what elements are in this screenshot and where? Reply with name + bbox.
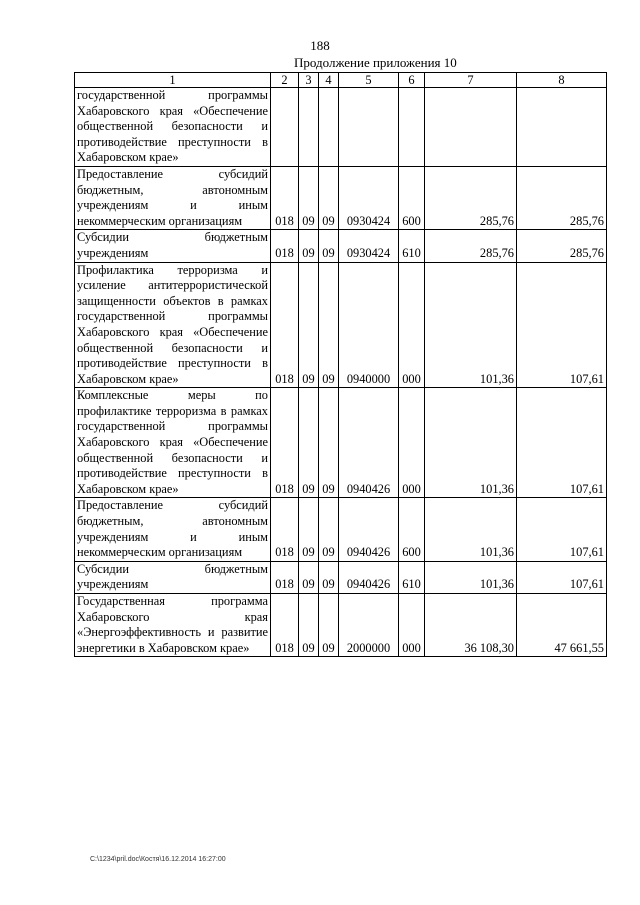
continuation-title: Продолжение приложения 10	[294, 55, 457, 70]
cell-target-code: 0940426	[339, 388, 399, 498]
cell-ministry: 018	[271, 166, 299, 229]
column-header: 6	[399, 73, 425, 88]
cell-subsection: 09	[319, 388, 339, 498]
cell-target-code: 0940426	[339, 498, 399, 561]
cell-section: 09	[299, 498, 319, 561]
cell-amount-1	[425, 88, 517, 167]
cell-amount-1: 101,36	[425, 262, 517, 388]
cell-target-code: 2000000	[339, 594, 399, 657]
cell-amount-1: 101,36	[425, 561, 517, 593]
cell-section: 09	[299, 388, 319, 498]
column-header: 5	[339, 73, 399, 88]
header-row	[75, 73, 607, 88]
cell-subsection: 09	[319, 594, 339, 657]
cell-section: 09	[299, 594, 319, 657]
document-footer-path: C:\1234\pril.doc\Костя\16.12.2014 16:27:00	[90, 856, 226, 863]
cell-amount-2: 107,61	[517, 498, 607, 561]
cell-target-code	[339, 88, 399, 167]
row-name: Субсидии бюджетным учреждениям	[75, 230, 271, 262]
cell-ministry: 018	[271, 498, 299, 561]
table-row	[75, 388, 607, 498]
table-row	[75, 88, 607, 167]
table-row	[75, 561, 607, 593]
cell-subsection: 09	[319, 498, 339, 561]
cell-subsection: 09	[319, 561, 339, 593]
cell-ministry: 018	[271, 230, 299, 262]
row-name: Предоставление субсидий бюджетным, автономным учреждениям и иным некоммерческим организациям	[75, 498, 271, 561]
cell-ministry: 018	[271, 388, 299, 498]
cell-section: 09	[299, 561, 319, 593]
cell-ministry: 018	[271, 561, 299, 593]
cell-subsection: 09	[319, 230, 339, 262]
page-number: 188	[310, 38, 330, 53]
cell-amount-1: 101,36	[425, 388, 517, 498]
cell-amount-2: 107,61	[517, 561, 607, 593]
row-name: Предоставление субсидий бюджетным, автономным учреждениям и иным некоммерческим организациям	[75, 166, 271, 229]
cell-ministry	[271, 88, 299, 167]
table-row	[75, 498, 607, 561]
cell-section: 09	[299, 166, 319, 229]
cell-target-code: 0940426	[339, 561, 399, 593]
cell-target-code: 0930424	[339, 230, 399, 262]
row-name: Государственная программа Хабаровского края «Энергоэффективность и развитие энергетики в Хабаровском крае»	[75, 594, 271, 657]
row-name: Комплексные меры по профилактике терроризма в рамках государственной программы Хабаровского края «Обеспечение общественной безопасности и противодействие преступности в Хабаровском крае»	[75, 388, 271, 498]
cell-ministry: 018	[271, 262, 299, 388]
table-row	[75, 262, 607, 388]
cell-amount-1: 36 108,30	[425, 594, 517, 657]
cell-expense-type: 000	[399, 262, 425, 388]
table-row	[75, 594, 607, 657]
cell-amount-2: 107,61	[517, 262, 607, 388]
cell-expense-type: 600	[399, 166, 425, 229]
cell-subsection	[319, 88, 339, 167]
cell-amount-2: 107,61	[517, 388, 607, 498]
cell-target-code: 0940000	[339, 262, 399, 388]
cell-expense-type: 610	[399, 561, 425, 593]
budget-table	[74, 72, 607, 657]
cell-section: 09	[299, 230, 319, 262]
cell-expense-type: 600	[399, 498, 425, 561]
cell-expense-type	[399, 88, 425, 167]
column-header: 3	[299, 73, 319, 88]
cell-amount-1: 285,76	[425, 166, 517, 229]
cell-target-code: 0930424	[339, 166, 399, 229]
cell-amount-1: 285,76	[425, 230, 517, 262]
cell-ministry: 018	[271, 594, 299, 657]
cell-amount-2: 285,76	[517, 166, 607, 229]
cell-expense-type: 610	[399, 230, 425, 262]
column-header: 7	[425, 73, 517, 88]
cell-expense-type: 000	[399, 388, 425, 498]
table-row	[75, 230, 607, 262]
column-header: 1	[75, 73, 271, 88]
table-row	[75, 166, 607, 229]
column-header: 4	[319, 73, 339, 88]
cell-amount-1: 101,36	[425, 498, 517, 561]
cell-subsection: 09	[319, 166, 339, 229]
cell-section: 09	[299, 262, 319, 388]
row-name: Профилактика терроризма и усиление антитеррористической защищенности объектов в рамках государственной программы Хабаровского края «Обеспечение общественной безопасности и противодействие преступности в Хабаровском крае»	[75, 262, 271, 388]
cell-amount-2	[517, 88, 607, 167]
cell-subsection: 09	[319, 262, 339, 388]
column-header: 2	[271, 73, 299, 88]
cell-expense-type: 000	[399, 594, 425, 657]
cell-amount-2: 47 661,55	[517, 594, 607, 657]
column-header: 8	[517, 73, 607, 88]
row-name: государственной программы Хабаровского края «Обеспечение общественной безопасности и противодействие преступности в Хабаровском крае»	[75, 88, 271, 167]
cell-section	[299, 88, 319, 167]
row-name: Субсидии бюджетным учреждениям	[75, 561, 271, 593]
cell-amount-2: 285,76	[517, 230, 607, 262]
